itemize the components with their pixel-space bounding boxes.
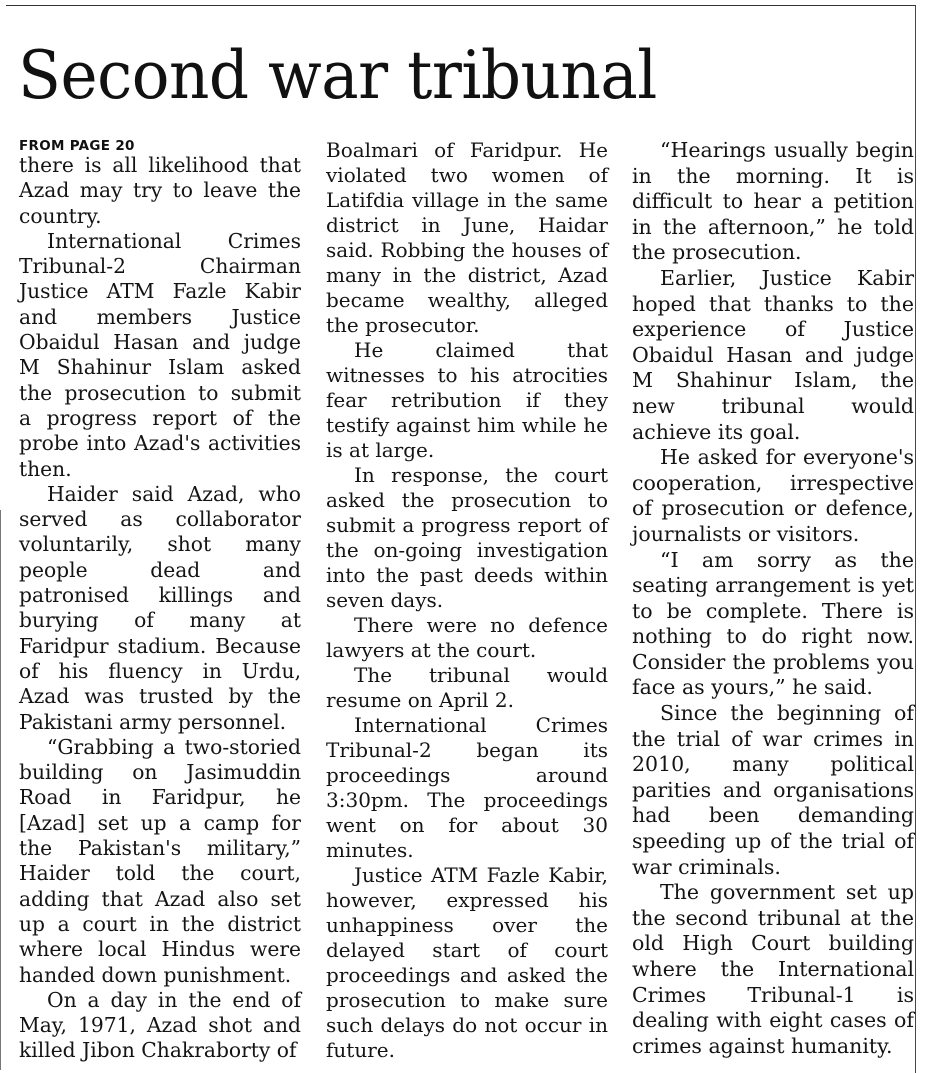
jump-label: FROM PAGE 20 — [19, 138, 135, 154]
paragraph: International Crimes Tribunal-2 Chairman Justice ATM Fazle Kabir and members Justice Obaidul Hasan and judge M Shahinur Islam asked the prosecution to submit a progress report of the probe into Azad's activities then. — [19, 228, 301, 481]
article-column-3 — [632, 138, 914, 1059]
article-column-2 — [326, 138, 608, 1063]
paragraph: Boalmari of Faridpur. He violated two women of Latifdia village in the same district in June, Haidar said. Robbing the houses of many in the district, Azad became wealthy, alleged the prosecutor. — [326, 138, 608, 337]
paragraph: The tribunal would resume on April 2. — [326, 663, 608, 712]
paragraph: “I am sorry as the seating arrangement is yet to be complete. There is nothing to do right now. Consider the problems you face as yours,” he said. — [632, 547, 914, 700]
paragraph: Justice ATM Fazle Kabir, however, expressed his unhappiness over the delayed start of court proceedings and asked the prosecution to make sure such delays do not occur in future. — [326, 863, 608, 1062]
paragraph: In response, the court asked the prosecution to submit a progress report of the on-going investigation into the past deeds within seven days. — [326, 463, 608, 612]
paragraph: Since the beginning of the trial of war crimes in 2010, many political parities and organisations had been demanding speeding up of the trial of war criminals. — [632, 701, 914, 879]
paragraph: He asked for everyone's cooperation, irrespective of prosecution or defence, journalists or visitors. — [632, 445, 914, 546]
right-column-rule — [915, 5, 916, 1073]
paragraph: He claimed that witnesses to his atrocities fear retribution if they testify against him while he is at large. — [326, 338, 608, 462]
headline: Second war tribunal — [18, 37, 657, 114]
paragraph: “Hearings usually begin in the morning. It is difficult to hear a petition in the afternoon,” he told the prosecution. — [632, 138, 914, 265]
left-edge-rule — [0, 510, 1, 1070]
paragraph: there is all likelihood that Azad may try to leave the country. — [19, 153, 301, 228]
paragraph: “Grabbing a two-storied building on Jasimuddin Road in Faridpur, he [Azad] set up a camp for the Pakistan's military,” Haider told the court, adding that Azad also set up a court in the district where local Hindus were handed down punishment. — [19, 734, 301, 987]
paragraph: Earlier, Justice Kabir hoped that thanks to the experience of Justice Obaidul Hasan and judge M Shahinur Islam, the new tribunal would achieve its goal. — [632, 265, 914, 444]
paragraph: The government set up the second tribunal at the old High Court building where the International Crimes Tribunal-1 is dealing with eight cases of crimes against humanity. — [632, 880, 914, 1058]
paragraph: International Crimes Tribunal-2 began its proceedings around 3:30pm. The proceedings went on for about 30 minutes. — [326, 713, 608, 862]
paragraph: Haider said Azad, who served as collaborator voluntarily, shot many people dead and patronised killings and burying of many at Faridpur stadium. Because of his fluency in Urdu, Azad was trusted by the Pakistani army personnel. — [19, 481, 301, 734]
article-column-1 — [19, 138, 301, 1064]
top-rule — [6, 5, 916, 6]
paragraph: On a day in the end of May, 1971, Azad shot and killed Jibon Chakraborty of — [19, 987, 301, 1063]
paragraph: There were no defence lawyers at the court. — [326, 613, 608, 662]
